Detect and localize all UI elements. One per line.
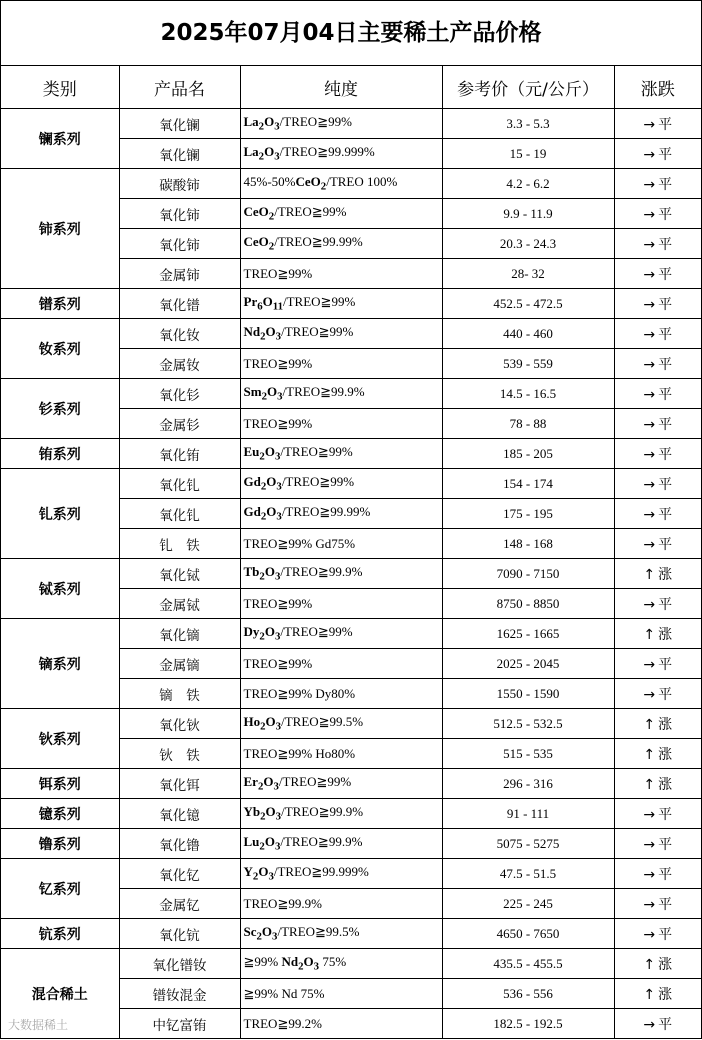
category-cell: 镧系列 (1, 109, 119, 169)
price-cell: 28- 32 (442, 259, 614, 289)
arrow-right-icon: → (643, 116, 656, 133)
arrow-right-icon: → (643, 866, 656, 883)
chemical-formula: $Pr_6O_{11}$ (243, 294, 283, 313)
arrow-up-icon: ↑ (643, 956, 656, 973)
arrow-right-icon: → (643, 686, 656, 703)
product-cell: 氧化镨 (119, 289, 240, 319)
trend-label: 平 (658, 296, 673, 313)
purity-cell: $Y_2O_3/TREO≧99.999\%$ (240, 859, 442, 889)
category-cell: 钬系列 (1, 709, 119, 769)
purity-cell: TREO≧99% (240, 649, 442, 679)
trend-cell (614, 499, 701, 529)
trend-cell (614, 709, 701, 739)
trend-cell (614, 889, 701, 919)
trend-cell (614, 199, 701, 229)
chemical-formula: $Sm_2O_3$ (243, 384, 283, 403)
arrow-right-icon: → (643, 926, 656, 943)
product-cell: 金属钕 (119, 349, 240, 379)
product-cell: 中钇富铕 (119, 1009, 240, 1039)
arrow-right-icon: → (643, 296, 656, 313)
price-cell: 7090 - 7150 (442, 559, 614, 589)
chemical-formula: $Lu_2O_3$ (243, 834, 281, 853)
purity-cell: CeO$_2$/TREO≧99.99% (240, 229, 442, 259)
product-cell: 氧化镥 (119, 829, 240, 859)
purity-cell: $La_2O_3/TREO≧99\%$ (240, 109, 442, 139)
table-row (1, 769, 701, 799)
trend-cell (614, 469, 701, 499)
arrow-right-icon: → (643, 446, 656, 463)
price-cell: 14.5 - 16.5 (442, 379, 614, 409)
trend-label: 平 (658, 836, 673, 853)
table-row (1, 619, 701, 649)
arrow-right-icon: → (643, 356, 656, 373)
trend-cell (614, 679, 701, 709)
trend-label: 平 (658, 266, 673, 283)
arrow-right-icon: → (643, 476, 656, 493)
chemical-formula: $Y_2O_3$ (243, 864, 274, 883)
trend-cell (614, 229, 701, 259)
page-title: 2025年07月04日主要稀土产品价格 (1, 1, 701, 66)
arrow-right-icon: → (643, 506, 656, 523)
table-row (1, 859, 701, 889)
chemical-formula: $Nd_2O_3$ (281, 954, 320, 973)
trend-cell (614, 829, 701, 859)
arrow-right-icon: → (643, 656, 656, 673)
price-cell: 154 - 174 (442, 469, 614, 499)
trend-label: 平 (658, 446, 673, 463)
product-cell: 氧化钪 (119, 919, 240, 949)
trend-cell (614, 439, 701, 469)
purity-cell: $Sm_2O_3/TREO≧99.9\%$ (240, 379, 442, 409)
trend-cell (614, 739, 701, 769)
arrow-up-icon: ↑ (643, 986, 656, 1003)
price-cell: 182.5 - 192.5 (442, 1009, 614, 1039)
purity-cell: TREO≧99% Ho80% (240, 739, 442, 769)
purity-cell: 45%-50%CeO$_2$/TREO 100% (240, 169, 442, 199)
product-cell: 金属镝 (119, 649, 240, 679)
product-cell: 氧化铒 (119, 769, 240, 799)
product-cell: 氧化镨钕 (119, 949, 240, 979)
arrow-right-icon: → (643, 236, 656, 253)
trend-cell (614, 589, 701, 619)
price-cell: 225 - 245 (442, 889, 614, 919)
price-cell: 515 - 535 (442, 739, 614, 769)
table-row (1, 439, 701, 469)
trend-cell (614, 259, 701, 289)
category-cell: 铽系列 (1, 559, 119, 619)
price-cell: 5075 - 5275 (442, 829, 614, 859)
product-cell: 氧化钬 (119, 709, 240, 739)
price-cell: 3.3 - 5.3 (442, 109, 614, 139)
category-cell: 钕系列 (1, 319, 119, 379)
arrow-right-icon: → (643, 146, 656, 163)
price-cell: 78 - 88 (442, 409, 614, 439)
chemical-formula: $Ho_2O_3$ (243, 714, 282, 733)
price-cell: 539 - 559 (442, 349, 614, 379)
arrow-up-icon: ↑ (643, 566, 656, 583)
product-cell: 氧化钆 (119, 469, 240, 499)
chemical-formula: $Gd_2O_3$ (243, 504, 282, 523)
trend-label: 平 (658, 326, 673, 343)
product-cell: 镝 铁 (119, 679, 240, 709)
product-cell: 金属钇 (119, 889, 240, 919)
trend-cell (614, 979, 701, 1009)
chemical-formula: $Dy_2O_3$ (243, 624, 281, 643)
trend-cell (614, 919, 701, 949)
product-cell: 氧化铕 (119, 439, 240, 469)
trend-cell (614, 859, 701, 889)
category-cell: 镝系列 (1, 619, 119, 709)
purity-cell: $Nd_2O_3/TREO≧99\%$ (240, 319, 442, 349)
chemical-formula: CeO$_2$ (243, 204, 275, 223)
price-cell: 91 - 111 (442, 799, 614, 829)
price-cell: 47.5 - 51.5 (442, 859, 614, 889)
table-row (1, 559, 701, 589)
trend-label: 平 (658, 506, 673, 523)
price-cell: 536 - 556 (442, 979, 614, 1009)
chemical-formula: CeO$_2$ (243, 234, 275, 253)
category-cell: 钇系列 (1, 859, 119, 919)
category-cell: 钆系列 (1, 469, 119, 559)
trend-label: 平 (658, 926, 673, 943)
price-cell: 1625 - 1665 (442, 619, 614, 649)
arrow-right-icon: → (643, 416, 656, 433)
trend-label: 平 (658, 656, 673, 673)
purity-cell: TREO≧99.9% (240, 889, 442, 919)
trend-label: 涨 (658, 566, 673, 583)
product-cell: 氧化钐 (119, 379, 240, 409)
arrow-right-icon: → (643, 386, 656, 403)
purity-cell: $Sc_2O_3/TREO≧99.5\%$ (240, 919, 442, 949)
price-cell: 148 - 168 (442, 529, 614, 559)
arrow-right-icon: → (643, 176, 656, 193)
header-price: 参考价（元/公斤） (442, 66, 614, 109)
category-cell: 钪系列 (1, 919, 119, 949)
trend-label: 平 (658, 146, 673, 163)
header-trend: 涨跌 (614, 66, 701, 109)
trend-label: 平 (658, 236, 673, 253)
table-row (1, 709, 701, 739)
trend-label: 涨 (658, 986, 673, 1003)
purity-cell: TREO≧99% Gd75% (240, 529, 442, 559)
product-cell: 氧化钇 (119, 859, 240, 889)
table-row (1, 469, 701, 499)
chemical-formula: CeO$_2$ (295, 174, 327, 193)
price-cell: 4.2 - 6.2 (442, 169, 614, 199)
category-cell: 铒系列 (1, 769, 119, 799)
chemical-formula: $Sc_2O_3$ (243, 924, 278, 943)
price-cell: 9.9 - 11.9 (442, 199, 614, 229)
purity-cell: $La_2O_3/TREO≧99.999\%$ (240, 139, 442, 169)
price-cell: 8750 - 8850 (442, 589, 614, 619)
purity-cell: $Er_2O_3/TREO≧99\%$ (240, 769, 442, 799)
chemical-formula: $Eu_2O_3$ (243, 444, 281, 463)
chemical-formula: $Yb_2O_3$ (243, 804, 282, 823)
product-cell: 镨钕混金 (119, 979, 240, 1009)
trend-cell (614, 409, 701, 439)
trend-cell (614, 379, 701, 409)
trend-cell (614, 289, 701, 319)
purity-cell: $Gd_2O_3/TREO≧99\%$ (240, 469, 442, 499)
arrow-right-icon: → (643, 536, 656, 553)
trend-cell (614, 169, 701, 199)
chemical-formula: $Er_2O_3$ (243, 774, 279, 793)
trend-label: 平 (658, 386, 673, 403)
trend-label: 平 (658, 416, 673, 433)
trend-label: 涨 (658, 716, 673, 733)
chemical-formula: $La_2O_3$ (243, 144, 280, 163)
category-cell: 镥系列 (1, 829, 119, 859)
product-cell: 钬 铁 (119, 739, 240, 769)
watermark: 大数据稀土 (8, 1018, 69, 1032)
trend-label: 平 (658, 206, 673, 223)
header-product: 产品名 (119, 66, 240, 109)
product-cell: 金属铽 (119, 589, 240, 619)
trend-cell (614, 949, 701, 979)
arrow-right-icon: → (643, 1016, 656, 1033)
product-cell: 氧化镝 (119, 619, 240, 649)
price-cell: 20.3 - 24.3 (442, 229, 614, 259)
price-cell: 512.5 - 532.5 (442, 709, 614, 739)
trend-label: 涨 (658, 776, 673, 793)
trend-cell (614, 619, 701, 649)
purity-cell: $Dy_2O_3/TREO≧99\%$ (240, 619, 442, 649)
header-row (1, 66, 701, 109)
arrow-up-icon: ↑ (643, 776, 656, 793)
trend-cell (614, 559, 701, 589)
purity-cell: $Gd_2O_3/TREO≧99.99\%$ (240, 499, 442, 529)
table-row (1, 919, 701, 949)
trend-cell (614, 319, 701, 349)
product-cell: 碳酸铈 (119, 169, 240, 199)
category-cell: 镨系列 (1, 289, 119, 319)
trend-label: 平 (658, 806, 673, 823)
trend-cell (614, 1009, 701, 1039)
purity-cell: $Ho_2O_3/TREO≧99.5\%$ (240, 709, 442, 739)
purity-cell: CeO$_2$/TREO≧99% (240, 199, 442, 229)
table-row (1, 319, 701, 349)
trend-label: 平 (658, 536, 673, 553)
table-row (1, 379, 701, 409)
category-cell: 镱系列 (1, 799, 119, 829)
product-cell: 氧化铈 (119, 199, 240, 229)
purity-cell: $Lu_2O_3/TREO≧99.9\%$ (240, 829, 442, 859)
purity-cell: TREO≧99% (240, 259, 442, 289)
trend-label: 平 (658, 866, 673, 883)
price-cell: 435.5 - 455.5 (442, 949, 614, 979)
product-cell: 氧化铽 (119, 559, 240, 589)
price-cell: 296 - 316 (442, 769, 614, 799)
purity-cell: $Pr_6O_{11}/TREO≧99\%$ (240, 289, 442, 319)
arrow-right-icon: → (643, 596, 656, 613)
trend-label: 涨 (658, 626, 673, 643)
chemical-formula: $La_2O_3$ (243, 114, 280, 133)
category-cell: 钐系列 (1, 379, 119, 439)
trend-cell (614, 769, 701, 799)
price-cell: 452.5 - 472.5 (442, 289, 614, 319)
chemical-formula: $Gd_2O_3$ (243, 474, 282, 493)
trend-cell (614, 109, 701, 139)
purity-cell: ≧99% $Nd_2O_3$ 75% (240, 949, 442, 979)
price-cell: 1550 - 1590 (442, 679, 614, 709)
arrow-up-icon: ↑ (643, 716, 656, 733)
price-cell: 185 - 205 (442, 439, 614, 469)
trend-label: 平 (658, 176, 673, 193)
trend-label: 平 (658, 476, 673, 493)
price-cell: 440 - 460 (442, 319, 614, 349)
header-category: 类别 (1, 66, 119, 109)
table-row (1, 109, 701, 139)
arrow-right-icon: → (643, 836, 656, 853)
price-cell: 4650 - 7650 (442, 919, 614, 949)
price-cell: 2025 - 2045 (442, 649, 614, 679)
trend-label: 涨 (658, 956, 673, 973)
trend-label: 平 (658, 896, 673, 913)
header-purity: 纯度 (240, 66, 442, 109)
chemical-formula: $Tb_2O_3$ (243, 564, 281, 583)
trend-cell (614, 649, 701, 679)
arrow-right-icon: → (643, 326, 656, 343)
product-cell: 金属钐 (119, 409, 240, 439)
arrow-up-icon: ↑ (643, 626, 656, 643)
product-cell: 氧化镧 (119, 139, 240, 169)
trend-cell (614, 139, 701, 169)
product-cell: 钆 铁 (119, 529, 240, 559)
price-cell: 175 - 195 (442, 499, 614, 529)
purity-cell: $Tb_2O_3/TREO≧99.9\%$ (240, 559, 442, 589)
arrow-right-icon: → (643, 206, 656, 223)
trend-label: 平 (658, 1016, 673, 1033)
arrow-right-icon: → (643, 806, 656, 823)
arrow-right-icon: → (643, 896, 656, 913)
trend-cell (614, 799, 701, 829)
price-table (1, 66, 701, 1039)
category-cell: 铕系列 (1, 439, 119, 469)
purity-cell: $Yb_2O_3/TREO≧99.9\%$ (240, 799, 442, 829)
purity-cell: TREO≧99.2% (240, 1009, 442, 1039)
chemical-formula: $Nd_2O_3$ (243, 324, 282, 343)
purity-cell: TREO≧99% (240, 409, 442, 439)
arrow-right-icon: → (643, 266, 656, 283)
product-cell: 金属铈 (119, 259, 240, 289)
trend-label: 涨 (658, 746, 673, 763)
table-body (1, 109, 701, 1039)
category-cell: 铈系列 (1, 169, 119, 289)
trend-label: 平 (658, 356, 673, 373)
table-row (1, 799, 701, 829)
trend-label: 平 (658, 116, 673, 133)
product-cell: 氧化镱 (119, 799, 240, 829)
product-cell: 氧化钆 (119, 499, 240, 529)
table-row (1, 829, 701, 859)
purity-cell: TREO≧99% Dy80% (240, 679, 442, 709)
table-row (1, 169, 701, 199)
trend-label: 平 (658, 686, 673, 703)
category-cell: 混合稀土 (1, 949, 119, 1039)
purity-cell: ≧99% Nd 75% (240, 979, 442, 1009)
trend-cell (614, 529, 701, 559)
trend-cell (614, 349, 701, 379)
purity-cell: $Eu_2O_3/TREO≧99\%$ (240, 439, 442, 469)
product-cell: 氧化钕 (119, 319, 240, 349)
table-row (1, 949, 701, 979)
purity-cell: TREO≧99% (240, 349, 442, 379)
table-row (1, 289, 701, 319)
product-cell: 氧化镧 (119, 109, 240, 139)
arrow-up-icon: ↑ (643, 746, 656, 763)
trend-label: 平 (658, 596, 673, 613)
price-cell: 15 - 19 (442, 139, 614, 169)
product-cell: 氧化铈 (119, 229, 240, 259)
purity-cell: TREO≧99% (240, 589, 442, 619)
